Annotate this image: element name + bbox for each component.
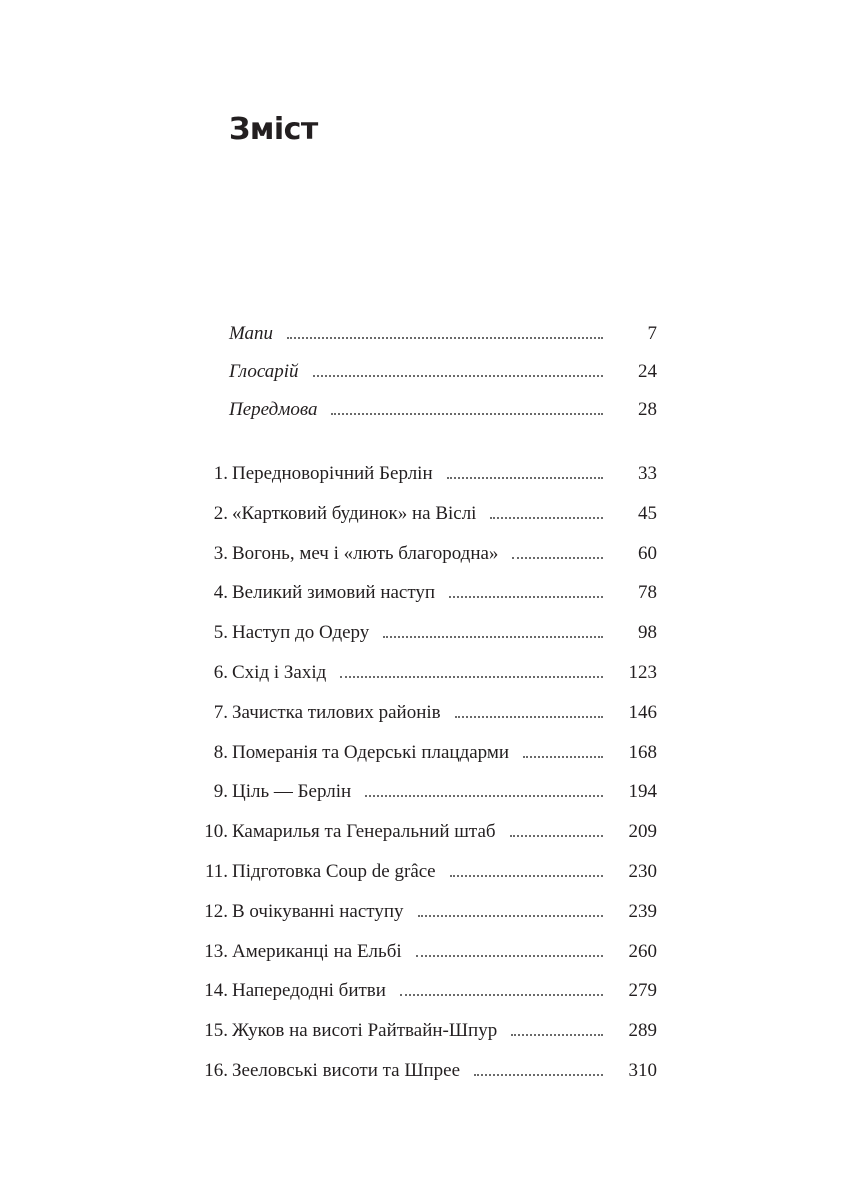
entry-label bbox=[200, 938, 416, 966]
page-number: 45 bbox=[638, 502, 657, 524]
toc-entry[interactable] bbox=[200, 898, 657, 938]
entry-label bbox=[200, 579, 449, 607]
dot-leader bbox=[523, 756, 603, 758]
chapter-number: 3. bbox=[213, 542, 228, 564]
page-number: 194 bbox=[628, 781, 657, 803]
chapter-number: 8. bbox=[213, 741, 228, 763]
entry-label bbox=[200, 1017, 511, 1045]
toc-entry[interactable] bbox=[200, 619, 657, 659]
chapter-list bbox=[200, 460, 657, 1097]
page-number: 260 bbox=[628, 940, 657, 962]
page-number: 310 bbox=[628, 1059, 657, 1081]
dot-leader bbox=[416, 955, 603, 957]
dot-leader bbox=[447, 477, 603, 479]
page-number: 7 bbox=[647, 323, 657, 344]
entry-title: Зееловські висоти та Шпрее bbox=[232, 1059, 461, 1081]
entry-label bbox=[200, 540, 512, 568]
chapter-number: 5. bbox=[213, 622, 228, 644]
entry-title: «Картковий будинок» на Віслі bbox=[232, 502, 477, 524]
entry-label bbox=[200, 739, 523, 767]
entry-label bbox=[200, 1057, 474, 1085]
entry-title: Схід і Захід bbox=[232, 661, 327, 683]
page-number: 239 bbox=[628, 900, 657, 922]
entry-title: Передноворічний Берлін bbox=[232, 463, 433, 484]
page-number: 28 bbox=[638, 399, 657, 420]
entry-label bbox=[200, 858, 450, 886]
toc-entry[interactable] bbox=[200, 540, 657, 580]
dot-leader bbox=[511, 1034, 603, 1036]
chapter-number: 16. bbox=[204, 1059, 228, 1081]
entry-title: Підготовка Coup de grâce bbox=[232, 860, 436, 882]
entry-label bbox=[200, 778, 365, 806]
entry-title: Мапи bbox=[229, 323, 274, 344]
page-number: 289 bbox=[628, 1020, 657, 1042]
dot-leader bbox=[340, 676, 603, 678]
toc-entry[interactable] bbox=[200, 858, 657, 898]
chapter-number: 14. bbox=[204, 980, 228, 1002]
dot-leader bbox=[449, 596, 603, 598]
entry-title: Камарилья та Генеральний штаб bbox=[232, 821, 496, 843]
page-number: 33 bbox=[638, 463, 657, 484]
dot-leader bbox=[455, 716, 603, 718]
entry-title: Наступ до Одеру bbox=[232, 622, 370, 644]
entry-title: В очікуванні наступу bbox=[232, 900, 404, 922]
toc-entry[interactable] bbox=[200, 659, 657, 699]
entry-label bbox=[200, 977, 400, 1005]
toc-entry[interactable] bbox=[200, 699, 657, 739]
toc-entry[interactable] bbox=[200, 460, 657, 500]
toc-entry[interactable] bbox=[229, 358, 657, 396]
page-number: 24 bbox=[638, 361, 657, 382]
chapter-number: 9. bbox=[213, 781, 228, 803]
entry-label bbox=[200, 460, 447, 488]
entry-label bbox=[200, 898, 418, 926]
dot-leader bbox=[365, 795, 603, 797]
chapter-number: 11. bbox=[204, 860, 228, 882]
entry-title: Померанія та Одерські плацдарми bbox=[232, 741, 510, 763]
entry-title: Жуков на висоті Райтвайн-Шпур bbox=[232, 1020, 498, 1042]
front-matter-list bbox=[229, 320, 657, 434]
dot-leader bbox=[474, 1074, 603, 1076]
chapter-number: 15. bbox=[204, 1020, 228, 1042]
dot-leader bbox=[490, 517, 603, 519]
dot-leader bbox=[313, 375, 603, 377]
entry-title: Напередодні битви bbox=[232, 980, 386, 1002]
toc-entry[interactable] bbox=[229, 396, 657, 434]
page-number: 60 bbox=[638, 542, 657, 564]
entry-label bbox=[200, 619, 383, 647]
entry-title: Великий зимовий наступ bbox=[232, 582, 436, 604]
toc-entry[interactable] bbox=[200, 739, 657, 779]
entry-label bbox=[200, 500, 490, 528]
dot-leader bbox=[287, 337, 603, 339]
dot-leader bbox=[510, 835, 603, 837]
toc-entry[interactable] bbox=[200, 977, 657, 1017]
chapter-number: 7. bbox=[213, 701, 228, 723]
chapter-number: 10. bbox=[204, 821, 228, 843]
page-number: 168 bbox=[628, 741, 657, 763]
entry-title: Вогонь, меч і «лють благородна» bbox=[232, 542, 499, 564]
dot-leader bbox=[400, 994, 603, 996]
entry-label bbox=[200, 659, 340, 687]
page-number: 146 bbox=[628, 701, 657, 723]
page-number: 279 bbox=[628, 980, 657, 1002]
page-number: 230 bbox=[628, 860, 657, 882]
entry-label bbox=[200, 699, 455, 727]
toc-entry[interactable] bbox=[200, 778, 657, 818]
page-number: 209 bbox=[628, 821, 657, 843]
toc-entry[interactable] bbox=[200, 579, 657, 619]
entry-title: Передмова bbox=[229, 399, 318, 420]
dot-leader bbox=[331, 413, 603, 415]
entry-label bbox=[200, 818, 510, 846]
entry-title: Зачистка тилових районів bbox=[232, 701, 441, 723]
chapter-number: 12. bbox=[204, 900, 228, 922]
entry-title: Американці на Ельбі bbox=[232, 940, 402, 962]
page-number: 123 bbox=[628, 661, 657, 683]
toc-entry[interactable] bbox=[200, 500, 657, 540]
dot-leader bbox=[512, 557, 603, 559]
toc-entry[interactable] bbox=[200, 938, 657, 978]
chapter-number: 1. bbox=[213, 463, 228, 484]
entry-title: Глосарій bbox=[229, 361, 299, 382]
chapter-number: 2. bbox=[213, 502, 228, 524]
entry-title: Ціль — Берлін bbox=[232, 781, 352, 803]
toc-entry[interactable] bbox=[200, 818, 657, 858]
chapter-number: 4. bbox=[213, 582, 228, 604]
page-number: 78 bbox=[638, 582, 657, 604]
toc-entry[interactable] bbox=[200, 1017, 657, 1057]
page-title: Зміст bbox=[229, 112, 318, 147]
chapter-number: 13. bbox=[204, 940, 228, 962]
toc-entry[interactable] bbox=[200, 1057, 657, 1097]
toc-entry[interactable] bbox=[229, 320, 657, 358]
chapter-number: 6. bbox=[213, 661, 228, 683]
dot-leader bbox=[418, 915, 603, 917]
dot-leader bbox=[383, 636, 603, 638]
page-number: 98 bbox=[638, 622, 657, 644]
dot-leader bbox=[450, 875, 603, 877]
